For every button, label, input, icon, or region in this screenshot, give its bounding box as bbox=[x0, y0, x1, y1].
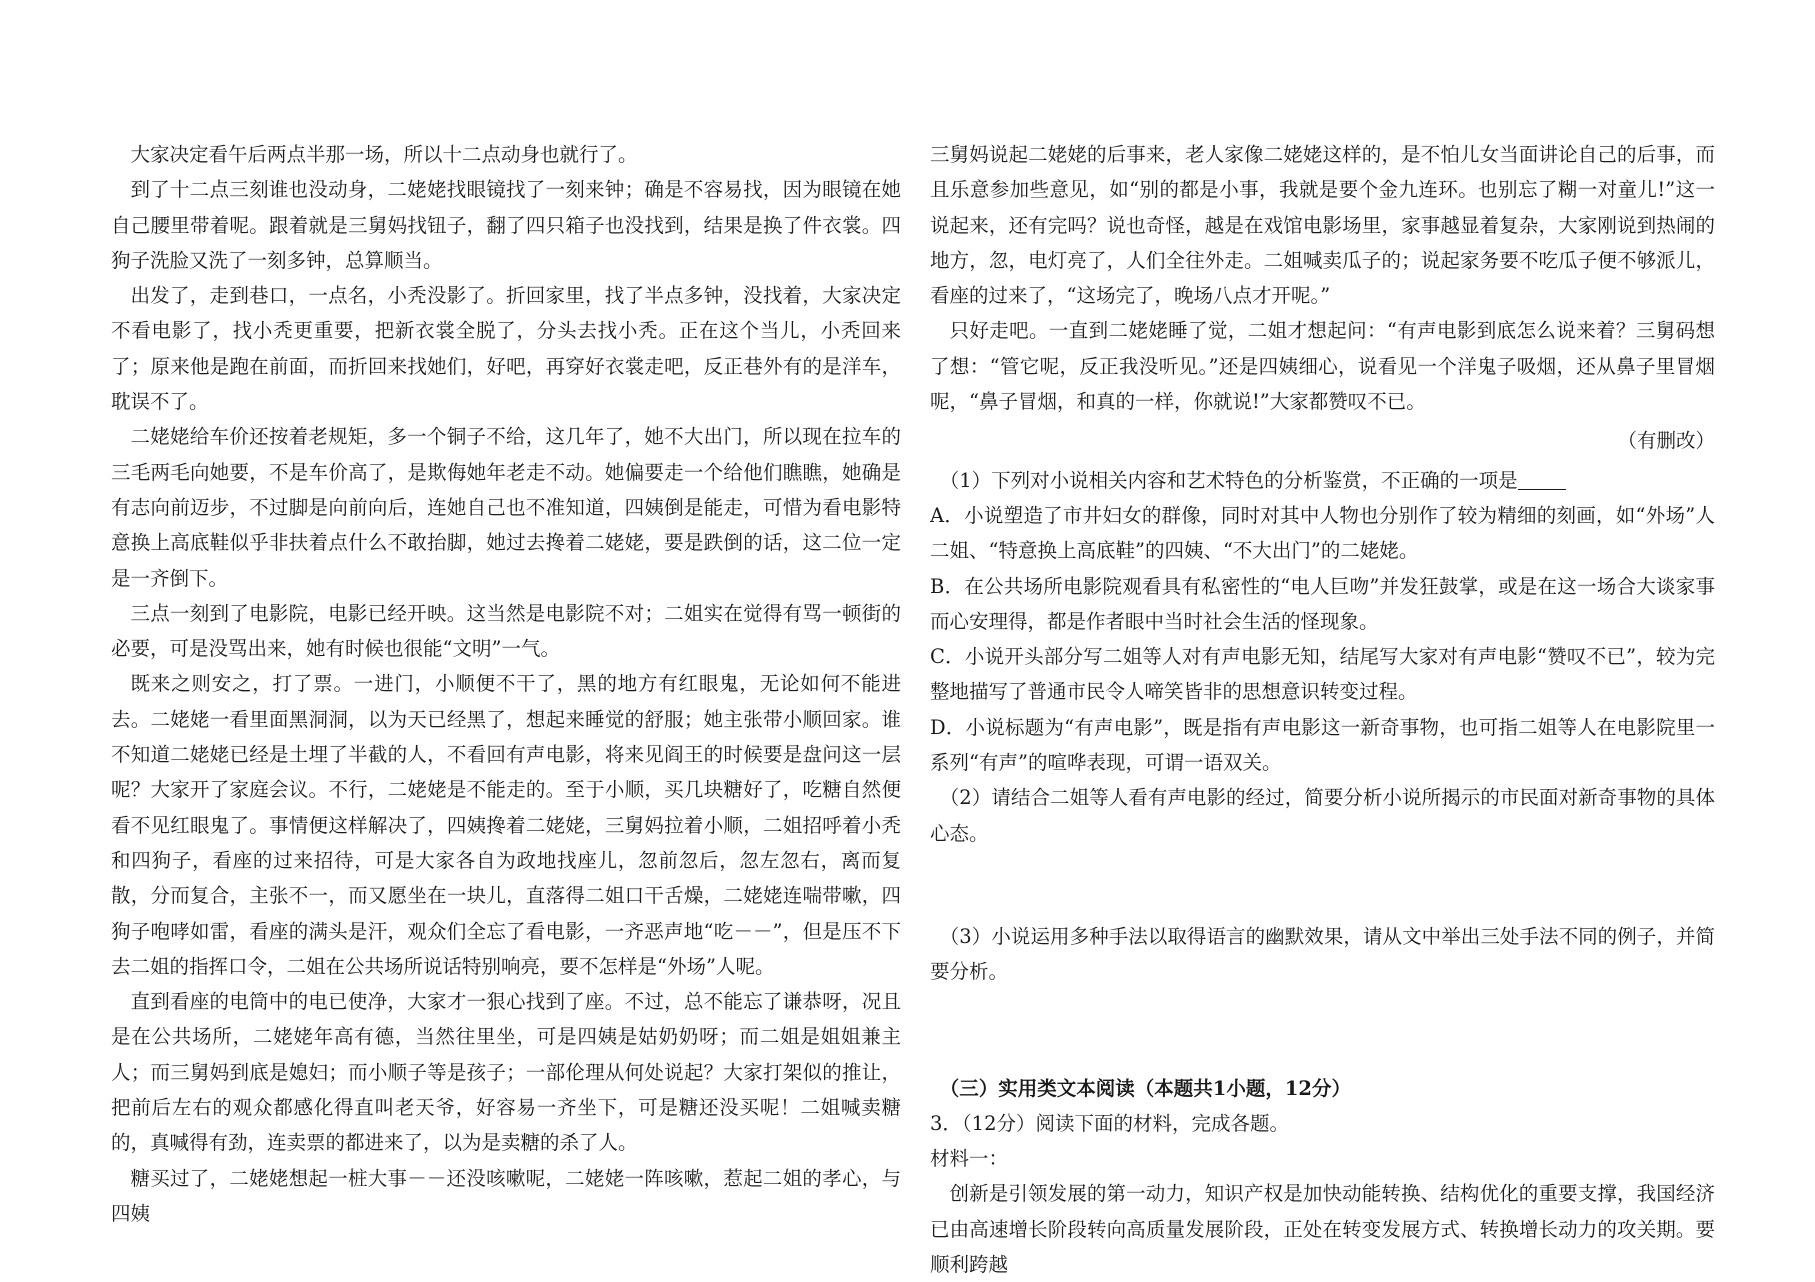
left-paragraph-7: 直到看座的电筒中的电已使净，大家才一狠心找到了座。不过，总不能忘了谦恭呀，况且是在公共场所，二姥姥年高有德，当然往里坐，可是四姨是姑奶奶呀；而二姐是姐姐兼主人；而三舅妈到底是媳妇；而小顺子等是孩子；一部伦理从何处说起？大家打架似的推让，把前后左右的观众都感化得直叫老天爷，好容易一齐坐下，可是糖还没买呢！二姐喊卖糖的，真喊得有劲，连卖票的都进来了，以为是卖糖的杀了人。 bbox=[111, 990, 901, 1155]
answer-blank[interactable] bbox=[1518, 469, 1566, 490]
answer-space-question-2 bbox=[930, 851, 1715, 919]
right-column bbox=[930, 137, 1715, 1282]
question-1 bbox=[930, 463, 1715, 498]
right-paragraph-2: 只好走吧。一直到二姥姥睡了觉，二姐才想起问：“有声电影到底怎么说来着？三舅码想了想：“管它呢，反正我没听见。”还是四姨细心，说看见一个洋鬼子吸烟，还从鼻子里冒烟呢，“鼻子冒烟，和真的一样，你就说!”大家都赞叹不已。 bbox=[930, 319, 1715, 414]
left-paragraph-5: 三点一刻到了电影院，电影已经开映。这当然是电影院不对；二姐实在觉得有骂一顿街的必要，可是没骂出来，她有时候也很能“文明”一气。 bbox=[111, 601, 901, 661]
option-d: D．小说标题为“有声电影”，既是指有声电影这一新奇事物，也可指二姐等人在电影院里一系列“有声”的喧哗表现，可谓一语双关。 bbox=[930, 715, 1715, 775]
left-paragraph-8: 糖买过了，二姥姥想起一桩大事－－还没咳嗽呢，二姥姥一阵咳嗽，惹起二姐的孝心，与四姨 bbox=[111, 1166, 901, 1225]
question-3: （3）小说运用多种手法以取得语言的幽默效果，请从文中举出三处手法不同的例子，并简要分析。 bbox=[930, 924, 1715, 984]
material-paragraph: 创新是引领发展的第一动力，知识产权是加快动能转换、结构优化的重要支撑，我国经济已由高速增长阶段转向高质量发展阶段，正处在转变发展方式、转换增长动力的攻关期。要顺利跨越 bbox=[930, 1182, 1715, 1277]
left-paragraph-3: 出发了，走到巷口，一点名，小秃没影了。折回家里，找了半点多钟，没找着，大家决定不看电影了，找小秃更重要，把新衣裳全脱了，分头去找小秃。正在这个当儿，小秃回来了；原来他是跑在前面，而折回来找她们，好吧，再穿好衣裳走吧，反正巷外有的是洋车，耽误不了。 bbox=[111, 284, 901, 414]
option-a: A．小说塑造了市井妇女的群像，同时对其中人物也分别作了较为精细的刻画，如“外场”人二姐、“特意换上高底鞋”的四姨、“不大出门”的二姥姥。 bbox=[930, 503, 1715, 563]
left-paragraph-6: 既来之则安之，打了票。一进门，小顺便不干了，黑的地方有红眼鬼，无论如何不能进去。二姥姥一看里面黑洞洞，以为天已经黑了，想起来睡觉的舒服；她主张带小顺回家。谁不知道二姥姥已经是土埋了半截的人，不看回有声电影，将来见阎王的时候要是盘问这一层呢？大家开了家庭会议。不行，二姥姥是不能走的。至于小顺，买几块糖好了，吃糖自然便看不见红眼鬼了。事情便这样解决了，四姨搀着二姥姥，三舅妈拉着小顺，二姐招呼着小秃和四狗子，看座的过来招待，可是大家各自为政地找座儿，忽前忽后，忽左忽右，离而复散，分而复合，主张不一，而又愿坐在一块儿，直落得二姐口干舌燥，二姥姥连喘带嗽，四狗子咆哮如雷，看座的满头是汗，观众们全忘了看电影，一齐恶声地“吃－－”，但是压不下去二姐的指挥口令，二姐在公共场所说话特别响亮，要不怎样是“外场”人呢。 bbox=[111, 672, 901, 978]
left-paragraph-4: 二姥姥给车价还按着老规矩，多一个铜子不给，这几年了，她不大出门，所以现在拉车的三毛两毛向她要，不是车价高了，是欺侮她年老走不动。她偏要走一个给他们瞧瞧，她确是有志向前迈步，不过脚是向前向后，连她自己也不准知道，四姨倒是能走，可惜为看电影特意换上高底鞋似乎非扶着点什么不敢抬脚，她过去搀着二姥姥，要是跌倒的话，这二位一定是一齐倒下。 bbox=[111, 425, 901, 590]
left-paragraph-2: 到了十二点三刻谁也没动身，二姥姥找眼镜找了一刻来钟；确是不容易找，因为眼镜在她自己腰里带着呢。跟着就是三舅妈找钮子，翻了四只箱子也没找到，结果是换了件衣裳。四狗子洗脸又洗了一刻多钟，总算顺当。 bbox=[111, 178, 901, 272]
question-main: 3．（12分）阅读下面的材料，完成各题。 bbox=[930, 1111, 1289, 1135]
left-paragraph-1: 大家决定看午后两点半那一场，所以十二点动身也就行了。 bbox=[130, 143, 638, 166]
section-heading: （三）实用类文本阅读（本题共1小题，12分） bbox=[939, 1076, 1351, 1100]
option-b: B．在公共场所电影院观看具有私密性的“电人巨吻”并发狂鼓掌，或是在这一场合大谈家事而心安理得，都是作者眼中当时社会生活的怪现象。 bbox=[930, 574, 1715, 633]
material-label: 材料一： bbox=[930, 1147, 1009, 1171]
question-2: （2）请结合二姐等人看有声电影的经过，简要分析小说所揭示的市民面对新奇事物的具体心态。 bbox=[930, 786, 1715, 845]
right-paragraph-1: 三舅妈说起二姥姥的后事来，老人家像二姥姥这样的，是不怕儿女当面讲论自己的后事，而且乐意参加些意见，如“别的都是小事，我就是要个金九连环。也别忘了糊一对童儿!”这一说起来，还有完吗？说也奇怪，越是在戏馆电影场里，家事越显着复杂，大家刚说到热闹的地方，忽，电灯亮了，人们全往外走。二姐喊卖瓜子的；说起家务要不吃瓜子便不够派儿，看座的过来了，“这场完了，晚场八点才开呢。” bbox=[930, 143, 1715, 308]
left-column bbox=[111, 137, 901, 1231]
answer-space-question-3 bbox=[930, 990, 1715, 1071]
question-1-text: （1）下列对小说相关内容和艺术特色的分析鉴赏，不正确的一项是 bbox=[939, 468, 1518, 492]
option-c: C．小说开头部分写二姐等人对有声电影无知，结尾写大家对有声电影“赞叹不已”，较为完整地描写了普通市民令人啼笑皆非的思想意识转变过程。 bbox=[930, 645, 1715, 704]
attribution: （有删改） bbox=[1617, 429, 1715, 453]
